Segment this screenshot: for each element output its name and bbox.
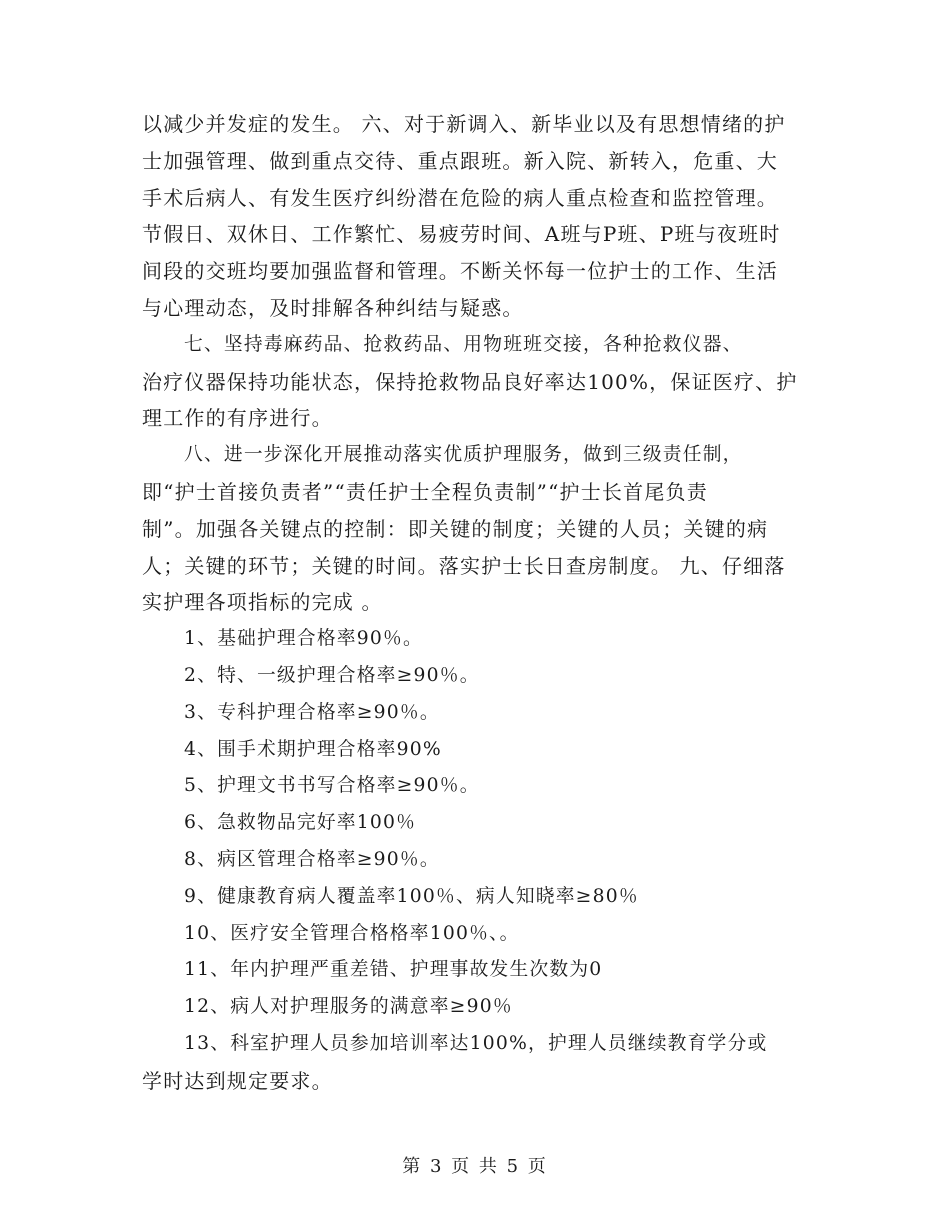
text-line: 9、健康教育病人覆盖率100％、病人知晓率≥80％ [184, 885, 639, 907]
document-body [142, 106, 814, 1100]
text-line: 10、医疗安全管理合格格率100％、。 [184, 922, 520, 944]
text-line: 即“护士首接负责者”“责任护士全程负责制”“护士长首尾负责 [142, 479, 708, 504]
text-line: 间段的交班均要加强监督和管理。不断关怀每一位护士的工作、生活 [142, 259, 778, 284]
text-line: 七、坚持毒麻药品、抢救药品、用物班班交接，各种抢救仪器、 [184, 333, 743, 355]
text-line: 与心理动态，及时排解各种纠结与疑惑。 [142, 295, 524, 320]
text-line: 6、急救物品完好率100％ [184, 812, 417, 834]
text-line: 以减少并发症的发生。 六、对于新调入、新毕业以及有思想情绪的护 [142, 112, 786, 136]
text-line: 4、围手术期护理合格率90% [184, 738, 442, 760]
text-line: 2、特、一级护理合格率≥90％。 [184, 664, 480, 686]
text-line: 12、病人对护理服务的满意率≥90％ [184, 996, 513, 1018]
text-line: 3、专科护理合格率≥90％。 [184, 701, 440, 723]
text-line: 手术后病人、有发生医疗纠纷潜在危险的病人重点检查和监控管理。 [142, 185, 778, 210]
text-line: 治疗仪器保持功能状态，保持抢救物品良好率达100%，保证医疗、护 [142, 369, 798, 394]
text-line: 制”。加强各关键点的控制：即关键的制度；关键的人员；关键的病 [142, 516, 769, 541]
text-line: 节假日、双休日、工作繁忙、易疲劳时间、A班与P班、P班与夜班时 [142, 222, 781, 247]
text-line: 实护理各项指标的完成 。 [142, 590, 383, 615]
text-line: 13、科室护理人员参加培训率达100%，护理人员继续教育学分或 [184, 1032, 768, 1054]
text-line: 学时达到规定要求。 [142, 1068, 333, 1093]
text-line: 11、年内护理严重差错、护理事故发生次数为0 [184, 959, 603, 981]
page-footer: 第 3 页 共 5 页 [402, 1156, 548, 1177]
text-line: 理工作的有序进行。 [142, 406, 333, 431]
text-line: 8、病区管理合格率≥90％。 [184, 848, 440, 870]
text-line: 1、基础护理合格率90％。 [184, 628, 423, 650]
text-line: 人；关键的环节；关键的时间。落实护士长日查房制度。 九、仔细落 [142, 553, 786, 578]
text-line: 八、进一步深化开展推动落实优质护理服务，做到三级责任制， [184, 444, 743, 466]
text-line: 5、护理文书书写合格率≥90％。 [184, 775, 480, 797]
text-line: 士加强管理、做到重点交待、重点跟班。新入院、新转入，危重、大 [142, 148, 778, 173]
